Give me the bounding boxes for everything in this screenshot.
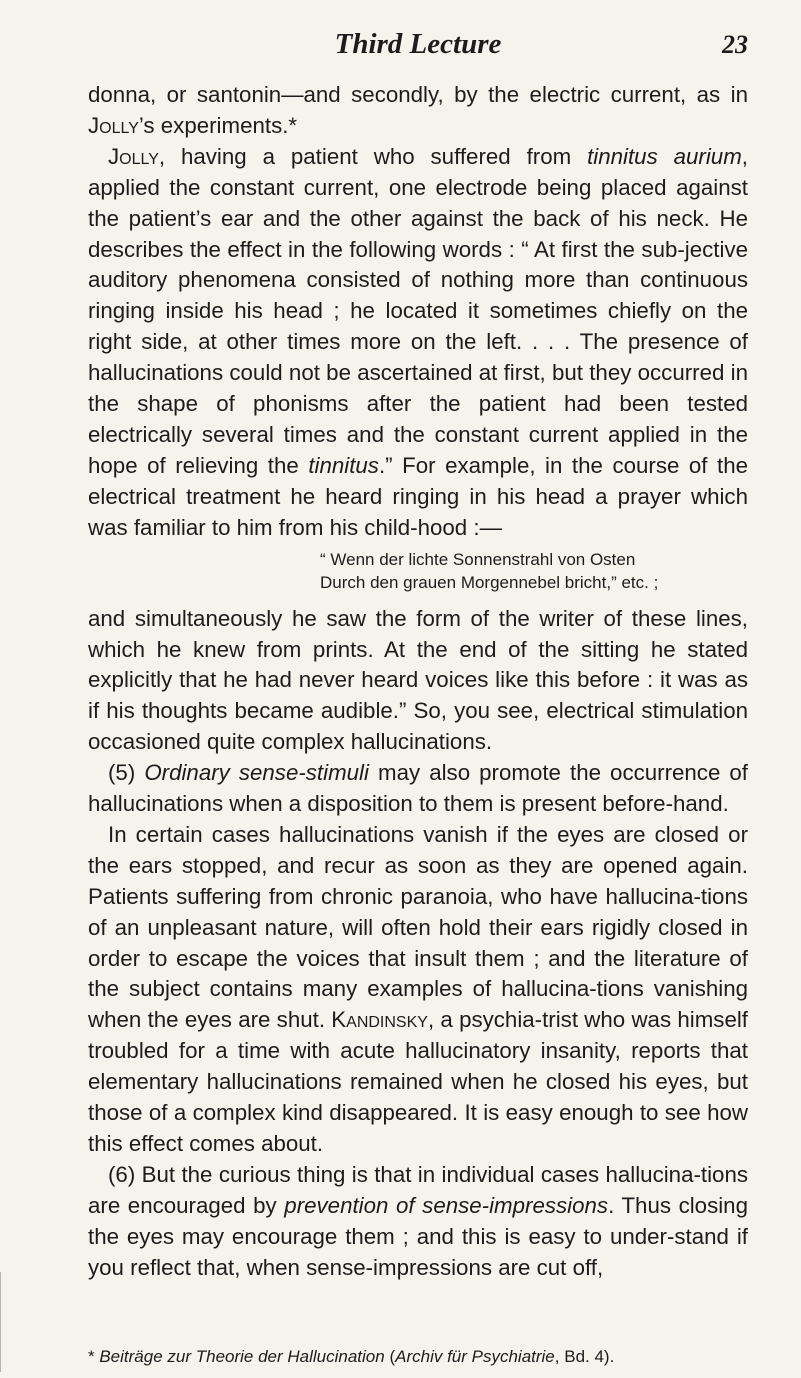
paragraph-3: and simultaneously he saw the form of the writer of these lines, which he knew from prints. At the end of the sitting he stated explicitly that he had never heard voices like this before : it was as if his thoughts became audible.” So, you see, electrical stimulation occasioned quite complex hallucinations. <box>88 605 748 755</box>
author-name-kandinsky: Kandinsky <box>331 1007 428 1033</box>
paragraph-2: Jolly, having a patient who suffered from tinnitus aurium, applied the constant current, one electrode being placed against the patient’s ear and the other against the back of his neck. He describes the effect in the following words : “ At first the sub-jective auditory phenomena consisted of nothing more than continuous ringing inside his head ; he located it sometimes chiefly on the right side, at other times more on the left. . . . The presence of hallucinations could not be ascertained at first, but they occurred in the shape of phonisms after the patient had been tested electrically several times and the constant current applied in the hope of relieving the tinnitus.” For example, in the course of the electrical treatment he heard ringing in his head a prayer which was familiar to him from his child-hood :— <box>88 143 749 540</box>
footnote-journal: Archiv für Psychiatrie <box>395 1347 555 1366</box>
paragraph-6: (6) But the curious thing is that in individual cases hallucina-tions are encouraged by prevention of sense-impressions. Thus closing the eyes may encourage them ; and this is easy to under-stand if you reflect that, when sense-impressions are cut off, <box>88 1161 748 1280</box>
running-head: Third Lecture <box>334 28 502 60</box>
author-name-jolly: Jolly <box>108 143 159 169</box>
footnote: * Beiträge zur Theorie der Hallucination (Archiv für Psychiatrie, Bd. 4). <box>88 1347 615 1366</box>
block-quote <box>320 548 748 594</box>
author-name-jolly: Jolly <box>88 112 139 138</box>
quote-line: Durch den grauen Morgennebel bricht,” etc. ; <box>320 572 659 592</box>
emphasis-term: prevention of sense-impressions <box>284 1192 609 1218</box>
page-number: 23 <box>722 30 748 59</box>
footnote-title: Beiträge zur Theorie der Hallucination <box>99 1347 385 1366</box>
paragraph-5: In certain cases hallucinations vanish if the eyes are closed or the ears stopped, and recur as soon as they are opened again. Patients suffering from chronic paranoia, who have hallucina-tions of an unpleasant nature, will often hold their ears rigidly closed in order to escape the voices that insult them ; and the literature of the subject contains many examples of hallucina-tions vanishing when the eyes are shut. Kandinsky, a psychia-trist who was himself troubled for a time with acute hallucinatory insanity, reports that elementary hallucinations remained when he closed his eyes, but those of a complex kind disappeared. It is easy enough to see how this effect comes about. <box>88 821 748 1156</box>
page-header <box>88 28 748 68</box>
latin-term: tinnitus aurium <box>587 143 742 169</box>
quote-line: “ Wenn der lichte Sonnenstrahl von Osten <box>320 549 636 569</box>
paragraph-1: donna, or santonin—and secondly, by the electric current, as in Jolly’s experiments.* <box>88 82 748 138</box>
page-edge-line <box>0 1272 1 1372</box>
body-text <box>88 80 748 1284</box>
section-heading: Ordinary sense-stimuli <box>144 760 369 786</box>
latin-term: tinnitus <box>308 452 379 478</box>
paragraph-4: (5) Ordinary sense-stimuli may also promote the occurrence of hallucinations when a disposition to them is present before-hand. <box>88 760 748 817</box>
